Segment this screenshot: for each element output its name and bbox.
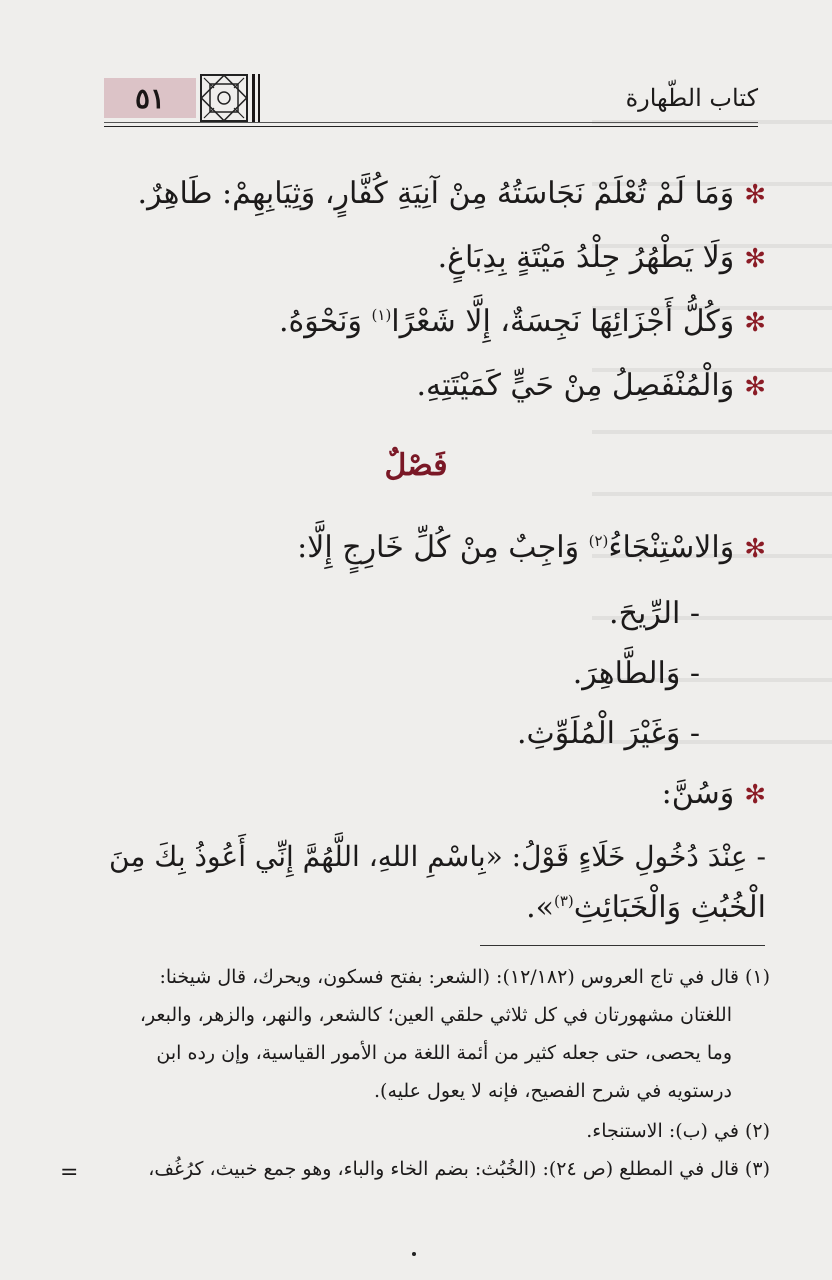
footnote-line: اللغتان مشهورتان في كل ثلاثي حلقي العين؛ كالشعر، والنهر، والزهر، والبعر، <box>139 1004 732 1026</box>
list-item: - الرِّيحَ. <box>609 596 700 631</box>
header-bar <box>252 74 255 122</box>
footnote-line: (٣) قال في المطلع (ص ٢٤): (الخُبُث: بضم الخاء والباء، وهو جمع خبيث، كرُغُف، <box>148 1158 770 1180</box>
footnote-ref: (١) <box>371 306 392 324</box>
footnote-line: وما يحصى، حتى جعله كثير من أئمة اللغة من الأمور القياسية، وإن رده ابن <box>156 1042 732 1064</box>
line-text: وَنَحْوَهُ. <box>279 304 362 339</box>
book-title: كتاب الطّهارة <box>625 84 758 112</box>
line-text: وَسُنَّ: <box>661 776 735 811</box>
header-rule <box>104 126 758 127</box>
ornament-icon <box>200 74 248 122</box>
text-line <box>138 176 766 211</box>
header-bar <box>258 74 260 122</box>
star-bullet-icon: ✻ <box>744 534 766 564</box>
text-line <box>662 776 766 811</box>
line-text: وَكُلُّ أَجْزَائِهَا نَجِسَةٌ، إِلَّا شَعْرًا <box>391 304 735 339</box>
list-item: - وَغَيْرَ الْمُلَوِّثِ. <box>516 716 700 751</box>
page-number: ٥١ <box>104 78 196 118</box>
text-line: - عِنْدَ دُخُولِ خَلَاءٍ قَوْلُ: «بِاسْمِ اللهِ، اللَّهُمَّ إِنِّي أَعُوذُ بِكَ مِنَ <box>109 840 766 873</box>
footnote-ref: (٣) <box>554 892 574 910</box>
line-text: وَالْمُنْفَصِلُ مِنْ حَيٍّ كَمَيْتَتِهِ. <box>416 368 735 403</box>
star-bullet-icon: ✻ <box>744 780 766 810</box>
star-bullet-icon: ✻ <box>744 244 766 274</box>
line-text: ». <box>526 890 554 925</box>
line-text: الْخُبُثِ وَالْخَبَائِثِ <box>573 890 766 925</box>
section-heading: فَصْلٌ <box>384 448 448 483</box>
line-text: وَمَا لَمْ تُعْلَمْ نَجَاسَتُهُ مِنْ آنِيَةِ كُفَّارٍ، وَثِيَابِهِمْ: طَاهِرٌ. <box>137 176 735 211</box>
star-bullet-icon: ✻ <box>744 372 766 402</box>
page-dot <box>412 1252 416 1256</box>
text-line <box>438 240 766 275</box>
list-item: - وَالطَّاهِرَ. <box>572 656 700 691</box>
line-text: وَالاسْتِنْجَاءُ <box>608 530 735 565</box>
text-line <box>279 304 766 339</box>
star-bullet-icon: ✻ <box>744 180 766 210</box>
star-bullet-icon: ✻ <box>744 308 766 338</box>
line-text: وَلَا يَطْهُرُ جِلْدُ مَيْتَةٍ بِدِبَاغٍ. <box>437 240 735 275</box>
footnote-line: (١) قال في تاج العروس (١٢/١٨٢): (الشعر: بفتح فسكون، ويحرك، قال شيخنا: <box>159 966 770 988</box>
continuation-mark: = <box>60 1160 79 1185</box>
page-header <box>104 72 758 128</box>
text-line <box>297 530 766 565</box>
line-text: وَاجِبٌ مِنْ كُلِّ خَارِجٍ إِلَّا: <box>297 530 580 565</box>
footnote-line: درستويه في شرح الفصيح، فإنه لا يعول عليه). <box>374 1080 732 1102</box>
text-line <box>526 890 766 925</box>
footnote-ref: (٢) <box>588 532 609 550</box>
text-line <box>416 368 766 403</box>
footnote-separator <box>480 945 765 946</box>
header-rule <box>104 122 758 123</box>
footnote-line: (٢) في (ب): الاستنجاء. <box>586 1120 770 1142</box>
